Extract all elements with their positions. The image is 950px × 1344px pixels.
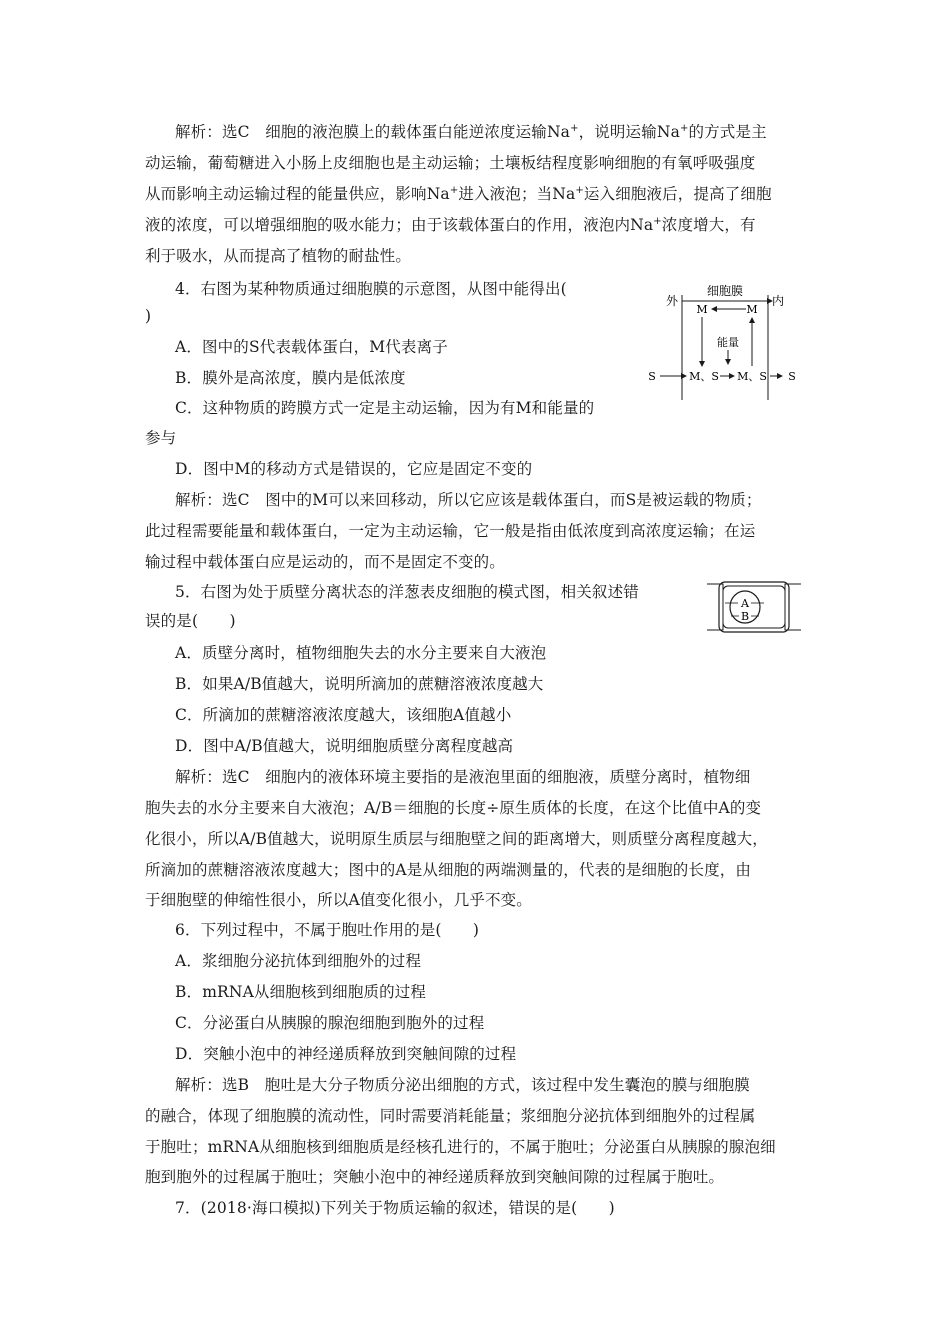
energy-label: 能量	[717, 336, 739, 349]
q6-option-c: C．分泌蛋白从胰腺的腺泡细胞到胞外的过程	[175, 1014, 485, 1032]
q3-analysis-line-4: 液的浓度，可以增强细胞的吸水能力；由于该载体蛋白的作用，液泡内Na+浓度增大，有	[145, 215, 756, 234]
q6-option-d: D．突触小泡中的神经递质释放到突触间隙的过程	[175, 1045, 517, 1063]
q6-analysis-1: 解析：选B 胞吐是大分子物质分泌出细胞的方式，该过程中发生囊泡的膜与细胞膜	[175, 1076, 750, 1094]
q5-analysis-5: 于细胞壁的伸缩性很小，所以A值变化很小，几乎不变。	[145, 891, 532, 909]
q4-option-b: B．膜外是高浓度，膜内是低浓度	[175, 369, 406, 387]
q5-analysis-3: 化很小，所以A/B值越大，说明原生质层与细胞壁之间的距离增大，则质壁分离程度越大，	[145, 830, 768, 848]
complex-ms-left: M、S	[689, 370, 719, 383]
outside-label: 外	[665, 294, 679, 308]
left-neighbor-wall	[707, 584, 723, 630]
q5-option-a: A．质壁分离时，植物细胞失去的水分主要来自大液泡	[175, 644, 547, 662]
complex-ms-right: M、S	[737, 370, 767, 383]
label-a: A	[741, 597, 749, 610]
carrier-m-right: M	[746, 303, 758, 316]
q3-analysis-line-1: 解析：选C 细胞的液泡膜上的载体蛋白能逆浓度运输Na+，说明运输Na+的方式是主	[175, 122, 767, 141]
q5-stem-2: 误的是( )	[145, 612, 236, 630]
carrier-m-left: M	[696, 303, 708, 316]
q6-analysis-2: 的融合，体现了细胞膜的流动性，同时需要消耗能量；浆细胞分泌抗体到细胞外的过程属	[145, 1107, 756, 1125]
substance-s-outside: S	[648, 370, 656, 383]
right-neighbor-wall	[785, 584, 801, 630]
q3-analysis-line-2: 动运输，葡萄糖进入小肠上皮细胞也是主动运输；土壤板结程度影响细胞的有氧呼吸强度	[145, 154, 756, 172]
q5-option-c: C．所滴加的蔗糖溶液浓度越大，该细胞A值越小	[175, 706, 512, 724]
q5-option-d: D．图中A/B值越大，说明细胞质壁分离程度越高	[175, 737, 514, 755]
q3-analysis-line-3: 从而影响主动运输过程的能量供应，影响Na+进入液泡；当Na+运入细胞液后，提高了细胞	[145, 184, 772, 203]
q5-analysis-2: 胞失去的水分主要来自大液泡；A/B＝细胞的长度÷原生质体的长度，在这个比值中A的变	[145, 799, 762, 817]
q4-stem-2: )	[145, 307, 152, 325]
q4-option-d: D．图中M的移动方式是错误的，它应是固定不变的	[175, 460, 533, 478]
cell-wall-inner	[723, 586, 785, 628]
membrane-label: 细胞膜	[706, 284, 744, 298]
q4-option-a: A．图中的S代表载体蛋白，M代表离子	[175, 338, 448, 356]
q4-analysis-3: 输过程中载体蛋白应是运动的，而不是固定不变的。	[145, 553, 505, 571]
substance-s-inside: S	[788, 370, 796, 383]
q5-analysis-4: 所滴加的蔗糖溶液浓度越大；图中的A是从细胞的两端测量的，代表的是细胞的长度，由	[145, 861, 752, 879]
q6-option-b: B．mRNA从细胞核到细胞质的过程	[175, 983, 427, 1001]
inside-label: 内	[771, 294, 785, 308]
q4-option-c-1: C．这种物质的跨膜方式一定是主动运输，因为有M和能量的	[175, 399, 595, 417]
q6-stem: 6．下列过程中，不属于胞吐作用的是( )	[175, 921, 480, 939]
q5-analysis-1: 解析：选C 细胞内的液体环境主要指的是液泡里面的细胞液，质壁分离时，植物细	[175, 768, 751, 786]
label-b: B	[740, 610, 750, 623]
q5-option-b: B．如果A/B值越大，说明所滴加的蔗糖溶液浓度越大	[175, 675, 544, 693]
membrane-transport-diagram	[640, 282, 800, 404]
q4-analysis-2: 此过程需要能量和载体蛋白，一定为主动运输，它一般是指由低浓度到高浓度运输；在运	[145, 522, 756, 540]
q4-stem-1: 4．右图为某种物质通过细胞膜的示意图，从图中能得出(	[175, 280, 567, 298]
q4-analysis-1: 解析：选C 图中的M可以来回移动，所以它应该是载体蛋白，而S是被运载的物质；	[175, 491, 762, 509]
q5-stem-1: 5．右图为处于质壁分离状态的洋葱表皮细胞的模式图，相关叙述错	[175, 583, 639, 601]
q6-analysis-4: 胞到胞外的过程属于胞吐；突触小泡中的神经递质释放到突触间隙的过程属于胞吐。	[145, 1168, 725, 1186]
q6-option-a: A．浆细胞分泌抗体到细胞外的过程	[175, 952, 422, 970]
q3-analysis-line-5: 利于吸水，从而提高了植物的耐盐性。	[145, 247, 412, 265]
plasmolysis-cell-diagram	[705, 580, 803, 634]
q4-option-c-2: 参与	[145, 429, 177, 447]
q6-analysis-3: 于胞吐；mRNA从细胞核到细胞质是经核孔进行的，不属于胞吐；分泌蛋白从胰腺的腺泡细	[145, 1138, 776, 1156]
q7-stem: 7．(2018·海口模拟)下列关于物质运输的叙述，错误的是( )	[175, 1199, 615, 1217]
